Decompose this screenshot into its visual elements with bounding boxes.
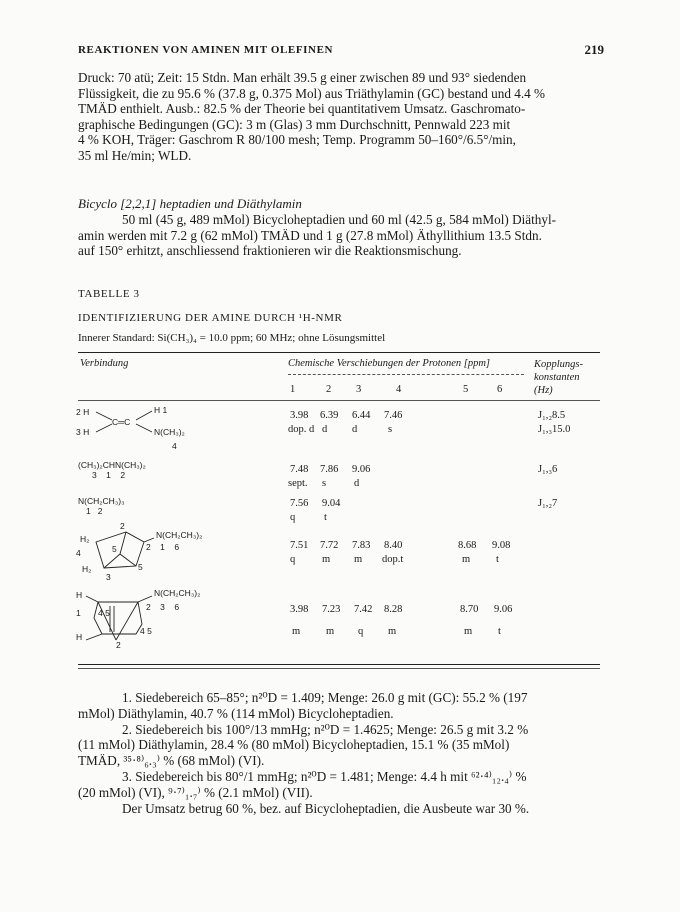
multiplicity: m <box>322 554 331 565</box>
multiplicity: t <box>324 512 327 523</box>
text-line: 50 ml (45 g, 489 mMol) Bicycloheptadien und 60 ml (42.5 g, 584 mMol) Diäthyl- <box>122 212 557 227</box>
section-heading: Bicyclo [2,2,1] heptadien und Diäthylamin <box>78 196 302 211</box>
text-line: 3. Siedebereich bis 80°/1 mmHg; n²⁰D = 1.481; Menge: 4.4 h mit ⁶²·⁴⁾₁₂.₄⁾ % <box>122 768 527 784</box>
coupling-header-line: (Hz) <box>534 385 553 396</box>
struct-label: 4 <box>172 441 177 451</box>
proton-number: 4 <box>396 384 402 395</box>
shift-value: 7.46 <box>384 410 403 421</box>
coupling-constant: J₁,₂8.5 <box>538 410 566 421</box>
shift-value: 3.98 <box>290 410 309 421</box>
struct-numbering: 2 1 6 <box>146 542 180 552</box>
shift-value: 7.86 <box>320 464 339 475</box>
table-bottom-rule-2 <box>78 668 600 669</box>
shift-value: 9.04 <box>322 498 341 509</box>
shift-value: 8.68 <box>458 540 477 551</box>
multiplicity: d <box>352 424 358 435</box>
text-line: auf 150° erhitzt, anschliessend fraktionieren wir die Reaktionsmischung. <box>78 243 462 259</box>
struct-label: 4 <box>76 548 81 558</box>
coupling-constant: J₁,₃15.0 <box>538 424 571 435</box>
text-line: (11 mMol) Diäthylamin, 28.4 % (80 mMol) Bicycloheptadien, 15.1 % (35 mMol) <box>78 737 510 753</box>
structure-2 <box>78 460 146 480</box>
bond-lines <box>76 405 196 455</box>
struct-label: 2 H <box>76 407 90 417</box>
multiplicity: t <box>496 554 499 565</box>
multiplicity: q <box>358 626 364 637</box>
multiplicity: d <box>322 424 328 435</box>
struct-label: H <box>76 590 83 600</box>
running-header <box>78 44 604 60</box>
struct-label: N(CH₂CH₃)₂ <box>156 530 203 540</box>
struct-numbering: 2 3 6 <box>146 602 180 612</box>
section-paragraph <box>78 212 600 259</box>
multiplicity: m <box>388 626 397 637</box>
col-header-coupling <box>534 358 583 397</box>
text-line: Druck: 70 atü; Zeit: 15 Stdn. Man erhält 39.5 g einer zwischen 89 und 93° siedenden <box>78 70 527 85</box>
col-header-shifts: Chemische Verschiebungen der Protonen [ppm] <box>288 358 490 369</box>
struct-label: 4 5 <box>140 626 152 636</box>
struct-label: 1 <box>76 608 81 618</box>
shift-value: 7.23 <box>322 604 341 615</box>
struct-numbering: 1 2 <box>86 506 103 516</box>
multiplicity: s <box>388 424 393 435</box>
text-line: amin werden mit 7.2 g (62 mMol) TMÄD und 1 g (27.8 mMol) Äthyllithium 13.5 Stdn. <box>78 227 542 243</box>
shift-value: 6.44 <box>352 410 371 421</box>
shift-value: 9.06 <box>494 604 513 615</box>
text-line: 1. Siedebereich 65–85°; n²⁰D = 1.409; Menge: 26.0 g mit (GC): 55.2 % (197 <box>122 690 528 705</box>
shift-value: 7.56 <box>290 498 309 509</box>
text-line: TMÄD enthielt. Ausb.: 82.5 % der Theorie bei quantitativem Umsatz. Gaschromato- <box>78 101 526 117</box>
table-label: TABELLE 3 <box>78 288 140 300</box>
struct-label: 5 <box>138 562 143 572</box>
coupling-header-line: Kopplungs- <box>534 359 584 370</box>
multiplicity: m <box>326 626 335 637</box>
struct-label: 3 H <box>76 427 90 437</box>
bicyclic-skeleton <box>76 524 226 584</box>
shift-value: 6.39 <box>320 410 339 421</box>
struct-label: N(CH₃)₂ <box>154 427 185 437</box>
proton-number: 3 <box>356 384 362 395</box>
struct-formula: (CH₃)₂CHN(CH₃)₂ <box>78 460 146 470</box>
struct-label: 3 <box>106 572 111 582</box>
proton-number: 2 <box>326 384 332 395</box>
text-line: 4 % KOH, Träger: Gaschrom R 80/100 mesh; Temp. Programm 50–160°/6.5°/min, <box>78 132 516 148</box>
structure-3 <box>78 496 125 516</box>
struct-label: 2 <box>116 640 121 650</box>
multiplicity: sept. <box>288 478 308 489</box>
bicyclic-skeleton <box>76 588 226 650</box>
multiplicity: s <box>322 478 327 489</box>
multiplicity: q <box>290 512 296 523</box>
struct-label: N(CH₂CH₃)₂ <box>154 588 201 598</box>
multiplicity: m <box>292 626 301 637</box>
struct-formula: N(CH₂CH₃)₃ <box>78 496 125 506</box>
table-standard: Innerer Standard: Si(CH₃)₄ = 10.0 ppm; 60 MHz; ohne Lösungsmittel <box>78 332 386 344</box>
shift-value: 7.83 <box>352 540 371 551</box>
multiplicity: m <box>354 554 363 565</box>
shift-value: 7.72 <box>320 540 339 551</box>
multiplicity: t <box>498 626 501 637</box>
multiplicity: m <box>462 554 471 565</box>
text-line: 2. Siedebereich bis 100°/13 mmHg; n²⁰D = 1.4625; Menge: 26.5 g mit 3.2 % <box>122 721 529 737</box>
text-line: Flüssigkeit, die zu 95.6 % (37.8 g, 0.375 Mol) aus Triäthylamin (GC) bestand und 4.4 % <box>78 85 546 101</box>
structure-1 <box>76 405 196 455</box>
text-line: 35 ml He/min; WLD. <box>78 147 192 163</box>
table-caption: IDENTIFIZIERUNG DER AMINE DURCH ¹H-NMR <box>78 312 343 324</box>
running-title: REAKTIONEN VON AMINEN MIT OLEFINEN <box>78 44 334 56</box>
table-header-rule <box>78 400 600 401</box>
multiplicity: q <box>290 554 296 565</box>
struct-label: 4 5 <box>98 608 110 618</box>
text-line: mMol) Diäthylamin, 40.7 % (114 mMol) Bicycloheptadien. <box>78 705 394 721</box>
multiplicity: d <box>354 478 360 489</box>
proton-number: 1 <box>290 384 296 395</box>
proton-number: 6 <box>497 384 503 395</box>
coupling-constant: J₁,₂7 <box>538 498 558 509</box>
proton-number: 5 <box>463 384 469 395</box>
struct-label: C═C <box>112 417 131 427</box>
shift-value: 9.06 <box>352 464 371 475</box>
struct-label: H <box>76 632 83 642</box>
shift-value: 7.51 <box>290 540 309 551</box>
shift-value: 8.70 <box>460 604 479 615</box>
multiplicity: dop.t <box>382 554 404 565</box>
text-line: graphische Bedingungen (GC): 3 m (Glas) 3 mm Durchschnitt, Pennwald 223 mit <box>78 116 511 132</box>
shift-value: 8.40 <box>384 540 403 551</box>
struct-label: H 1 <box>154 405 168 415</box>
shift-value: 7.48 <box>290 464 309 475</box>
struct-numbering: 3 1 2 <box>92 470 126 480</box>
fractions-text <box>78 690 600 816</box>
top-paragraph <box>78 70 600 164</box>
shift-value: 8.28 <box>384 604 403 615</box>
col-header-verbindung: Verbindung <box>80 358 129 369</box>
struct-label: 2 <box>120 521 125 531</box>
text-line: Der Umsatz betrug 60 %, bez. auf Bicycloheptadien, die Ausbeute war 30 %. <box>122 800 530 816</box>
table-bottom-rule <box>78 664 600 665</box>
shift-value: 9.08 <box>492 540 511 551</box>
structure-5 <box>76 588 226 650</box>
coupling-header-line: konstanten <box>534 372 580 383</box>
shift-value: 3.98 <box>290 604 309 615</box>
struct-label: H₂ <box>80 534 90 544</box>
structure-4 <box>76 521 226 584</box>
coupling-constant: J₁,₃6 <box>538 464 558 475</box>
shift-header-underline <box>288 374 524 375</box>
multiplicity: m <box>464 626 473 637</box>
text-line: (20 mMol) (VI), ⁹·⁷⁾₁.₇⁾ % (2.1 mMol) (VII). <box>78 784 313 800</box>
struct-label: 5 <box>112 544 117 554</box>
shift-value: 7.42 <box>354 604 373 615</box>
table-top-rule <box>78 352 600 353</box>
multiplicity: dop. d <box>288 424 315 435</box>
text-line: TMÄD, ³⁵·⁸⁾₆.₃⁾ % (68 mMol) (VI). <box>78 753 265 769</box>
struct-label: H₂ <box>82 564 92 574</box>
page-number: 219 <box>584 42 604 57</box>
